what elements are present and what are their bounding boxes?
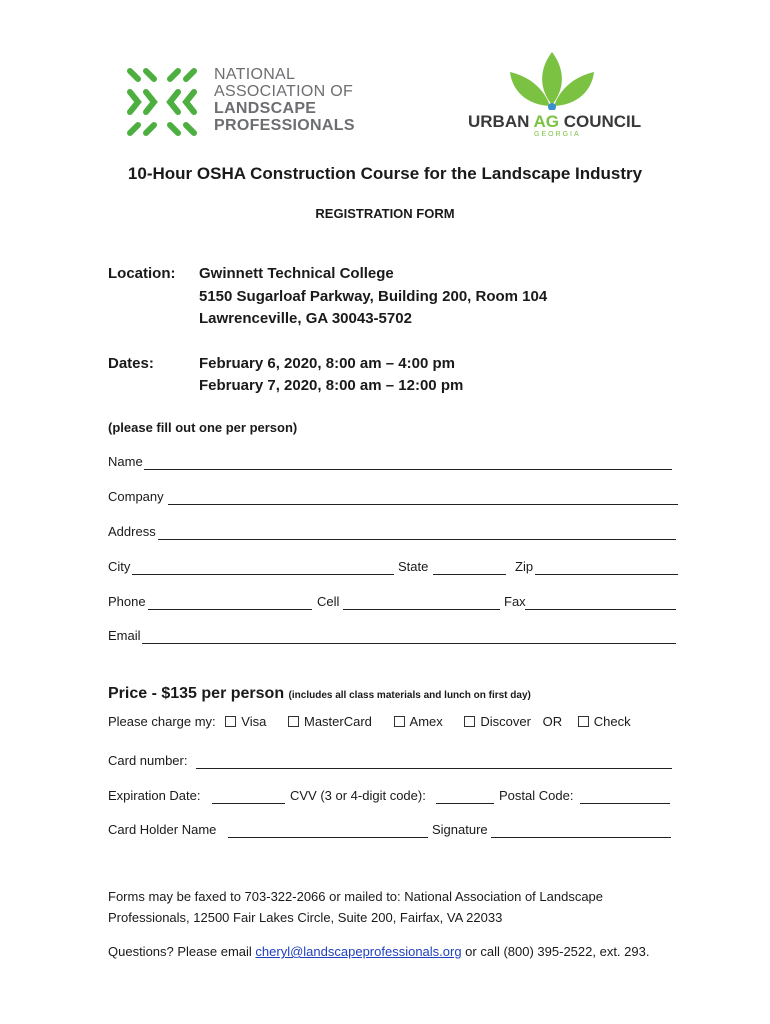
location-line2: 5150 Sugarloaf Parkway, Building 200, Room 104 — [199, 288, 548, 305]
payment-label: Please charge my: — [108, 714, 216, 729]
uac-georgia: GEORGIA — [534, 131, 581, 138]
location-label: Location: — [108, 265, 176, 282]
cell-field[interactable] — [343, 609, 500, 610]
footer-line2: Professionals, 12500 Fair Lakes Circle, Suite 200, Fairfax, VA 22033 — [108, 910, 503, 925]
form-subtitle: REGISTRATION FORM — [315, 206, 455, 221]
questions-suffix: or call (800) 395-2522, ext. 293. — [461, 944, 650, 959]
check-option[interactable]: Check — [578, 714, 631, 729]
phone-label: Phone — [108, 594, 146, 609]
zip-label: Zip — [515, 559, 534, 574]
address-label: Address — [108, 524, 156, 539]
discover-checkbox[interactable] — [464, 716, 475, 727]
visa-option[interactable]: Visa — [225, 714, 266, 729]
cell-label: Cell — [317, 594, 340, 609]
signature-label: Signature — [432, 822, 488, 837]
email-field[interactable] — [142, 643, 676, 644]
visa-checkbox[interactable] — [225, 716, 236, 727]
payment-row — [108, 714, 631, 729]
or-label: OR — [542, 714, 563, 729]
nalp-logo — [124, 66, 374, 138]
name-field[interactable] — [144, 469, 672, 470]
fax-field[interactable] — [525, 609, 676, 610]
card-holder-field[interactable] — [228, 837, 428, 838]
expiration-field[interactable] — [212, 803, 285, 804]
uac-urban: URBAN — [468, 112, 534, 131]
dates-line2: February 7, 2020, 8:00 am – 12:00 pm — [199, 377, 464, 394]
price-label: Price - $135 per person — [108, 685, 285, 702]
page-title: 10-Hour OSHA Construction Course for the Landscape Industry — [127, 164, 643, 183]
card-number-label: Card number: — [108, 753, 188, 768]
uac-ag: AG — [533, 112, 559, 131]
signature-field[interactable] — [491, 837, 671, 838]
amex-checkbox[interactable] — [394, 716, 405, 727]
nalp-line4: PROFESSIONALS — [214, 117, 355, 134]
questions-prefix: Questions? Please email — [108, 944, 256, 959]
zip-field[interactable] — [535, 574, 678, 575]
dates-label: Dates: — [108, 355, 154, 372]
contact-email-link[interactable]: cheryl@landscapeprofessionals.org — [255, 944, 462, 959]
mastercard-checkbox[interactable] — [288, 716, 299, 727]
card-holder-label: Card Holder Name — [108, 822, 217, 837]
nalp-line3: LANDSCAPE — [214, 100, 317, 117]
instruction: (please fill out one per person) — [108, 420, 298, 435]
uac-council: COUNCIL — [558, 112, 642, 131]
name-label: Name — [108, 454, 143, 469]
city-label: City — [108, 559, 131, 574]
state-field[interactable] — [433, 574, 506, 575]
cvv-field[interactable] — [436, 803, 494, 804]
cvv-label: CVV (3 or 4-digit code): — [290, 788, 426, 803]
card-number-field[interactable] — [196, 768, 672, 769]
amex-option[interactable]: Amex — [394, 714, 443, 729]
check-checkbox[interactable] — [578, 716, 589, 727]
company-label: Company — [108, 489, 164, 504]
phone-field[interactable] — [148, 609, 312, 610]
postal-code-field[interactable] — [580, 803, 670, 804]
state-label: State — [398, 559, 429, 574]
expiration-label: Expiration Date: — [108, 788, 201, 803]
mastercard-option[interactable]: MasterCard — [288, 714, 372, 729]
location-line1: Gwinnett Technical College — [199, 265, 394, 282]
location-line3: Lawrenceville, GA 30043-5702 — [199, 310, 412, 327]
nalp-line1: NATIONAL — [214, 66, 296, 83]
leaves-icon — [466, 50, 638, 110]
address-field[interactable] — [158, 539, 676, 540]
price-note: (includes all class materials and lunch on first day) — [288, 690, 531, 701]
discover-option[interactable]: Discover — [464, 714, 531, 729]
city-field[interactable] — [132, 574, 394, 575]
company-field[interactable] — [168, 504, 678, 505]
email-label: Email — [108, 628, 141, 643]
nalp-line2: ASSOCIATION OF — [214, 83, 354, 100]
questions-line — [108, 944, 649, 959]
uac-logo — [466, 50, 642, 142]
footer-line1: Forms may be faxed to 703-322-2066 or mailed to: National Association of Landscape — [108, 889, 604, 904]
nalp-chevron-icon — [124, 66, 200, 138]
postal-code-label: Postal Code: — [499, 788, 574, 803]
fax-label: Fax — [504, 594, 526, 609]
dates-line1: February 6, 2020, 8:00 am – 4:00 pm — [199, 355, 455, 372]
